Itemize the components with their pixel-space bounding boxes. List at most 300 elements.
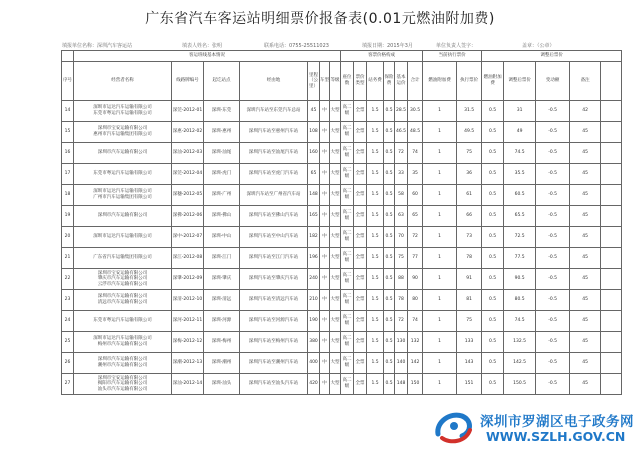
cell-insurance: 0.5	[384, 269, 395, 290]
cell-permit: 深梅-2012-12	[172, 332, 204, 353]
cell-total: 48.5	[408, 122, 423, 143]
cell-fare-type: 全票	[354, 290, 367, 311]
cell-no: 15	[62, 122, 74, 143]
cell-station-fee: 1.5	[367, 290, 384, 311]
cell-fuel: 1	[423, 227, 457, 248]
cell-blank	[601, 101, 622, 122]
cell-station-fee: 1.5	[367, 248, 384, 269]
cell-fuel: 1	[423, 122, 457, 143]
cell-bus-type: 中	[320, 143, 330, 164]
cell-cur-total: 81	[457, 290, 482, 311]
operator-line: 清远市汽车运输有限公司	[97, 300, 148, 305]
cell-blank	[601, 311, 622, 332]
operator-line: 深圳市汽车运输有限公司	[97, 213, 148, 219]
table-row	[62, 290, 622, 311]
header-row-groups	[62, 51, 622, 62]
cell-start: 深圳-佛山	[204, 206, 240, 227]
cell-remark: 45	[570, 311, 601, 332]
cell-grade: 大型	[330, 206, 341, 227]
cell-operator	[74, 311, 172, 332]
th-station-fee: 站务费	[367, 62, 384, 101]
cell-seats: 高二级	[341, 143, 354, 164]
cell-cur-total: 49.5	[457, 122, 482, 143]
cell-total: 65	[408, 206, 423, 227]
cell-blank	[601, 353, 622, 374]
cell-fare-type: 全票	[354, 248, 367, 269]
cell-operator	[74, 227, 172, 248]
cell-operator	[74, 101, 172, 122]
cell-fare-type: 全票	[354, 185, 367, 206]
cell-start: 深圳-汕尾	[204, 143, 240, 164]
cell-route: 深圳汽车站至河源汽车站	[240, 311, 308, 332]
cell-insurance: 0.5	[384, 290, 395, 311]
cell-fuel: 1	[423, 185, 457, 206]
operator-line: 潮州市汽车运输有限公司	[97, 363, 148, 368]
cell-permit: 深清-2012-10	[172, 290, 204, 311]
cell-grade: 大型	[330, 248, 341, 269]
cell-bus-type: 中	[320, 311, 330, 332]
cell-station-fee: 1.5	[367, 206, 384, 227]
cell-start: 深圳-惠州	[204, 122, 240, 143]
cell-fare-type: 全票	[354, 101, 367, 122]
cell-blank	[601, 185, 622, 206]
cell-new-total: 90.5	[504, 269, 536, 290]
cell-total: 77	[408, 248, 423, 269]
cell-cur-total: 75	[457, 311, 482, 332]
cell-route: 深圳汽车站至肇庆汽车站	[240, 269, 308, 290]
th-bus-type: 车型	[320, 62, 330, 101]
table-row	[62, 248, 622, 269]
cell-seats: 高二级	[341, 122, 354, 143]
table-row	[62, 227, 622, 248]
cell-bus-type: 中	[320, 332, 330, 353]
cell-new-fuel: 0.5	[482, 185, 504, 206]
cell-new-fuel: 0.5	[482, 227, 504, 248]
th-seats: 座位数	[341, 62, 354, 101]
operator-line: 深圳市宝安运输有限公司	[97, 270, 148, 276]
th-fare-type: 票价类型	[354, 62, 367, 101]
cell-operator	[74, 353, 172, 374]
cell-grade: 大型	[330, 311, 341, 332]
cell-station-fee: 1.5	[367, 332, 384, 353]
fare-table	[61, 50, 622, 395]
cell-cur-total: 143	[457, 353, 482, 374]
cell-no: 18	[62, 185, 74, 206]
cell-start: 深圳-汕头	[204, 374, 240, 395]
cell-bus-type: 中	[320, 269, 330, 290]
cell-base: 148	[395, 374, 408, 395]
cell-operator	[74, 143, 172, 164]
cell-remark: 45	[570, 332, 601, 353]
cell-cur-total: 36	[457, 164, 482, 185]
cell-route: 深圳汽车站至汕头汽车站	[240, 374, 308, 395]
cell-blank	[601, 227, 622, 248]
watermark-name: 深圳市罗湖区电子政务网	[480, 414, 634, 430]
cell-remark: 45	[570, 122, 601, 143]
page-title: 广东省汽车客运站明细票价报备表(0.01元燃油附加费)	[145, 11, 495, 27]
cell-km: 45	[308, 101, 320, 122]
cell-bus-type: 中	[320, 122, 330, 143]
cell-permit: 深佛-2012-06	[172, 206, 204, 227]
table-row	[62, 164, 622, 185]
cell-station-fee: 1.5	[367, 311, 384, 332]
cell-permit: 深莞-2012-01	[172, 101, 204, 122]
cell-insurance: 0.5	[384, 206, 395, 227]
cell-cur-total: 31.5	[457, 101, 482, 122]
cell-fuel: 1	[423, 311, 457, 332]
watermark-url: WWW.SZLH.GOV.CN	[486, 429, 626, 444]
cell-no: 19	[62, 206, 74, 227]
cell-base: 72	[395, 143, 408, 164]
th-blank	[62, 51, 74, 62]
cell-new-fuel: 0.5	[482, 269, 504, 290]
operator-line: 深圳市运达汽车运输有限公司	[93, 234, 152, 240]
cell-insurance: 0.5	[384, 227, 395, 248]
cell-remark: 45	[570, 206, 601, 227]
th-group-fare: 客票价格构成	[341, 51, 423, 62]
operator-line: 东莞市粤运汽车运输有限公司	[93, 171, 152, 177]
cell-blank	[601, 164, 622, 185]
cell-new-total: 35.5	[504, 164, 536, 185]
cell-total: 74	[408, 143, 423, 164]
cell-fare-type: 全票	[354, 143, 367, 164]
cell-new-fuel: 0.5	[482, 311, 504, 332]
th-new-fuel: 燃油附加费	[482, 62, 504, 101]
cell-operator	[74, 290, 172, 311]
cell-new-total: 132.5	[504, 332, 536, 353]
meta-stamp: 盖章：（公章）	[522, 43, 555, 49]
th-remark: 备注	[570, 62, 601, 101]
cell-km: 65	[308, 164, 320, 185]
cell-station-fee: 1.5	[367, 269, 384, 290]
cell-km: 148	[308, 185, 320, 206]
cell-permit: 深中-2012-07	[172, 227, 204, 248]
cell-grade: 大型	[330, 101, 341, 122]
cell-permit: 深河-2012-11	[172, 311, 204, 332]
cell-km: 160	[308, 143, 320, 164]
cell-no: 27	[62, 374, 74, 395]
operator-line: 深圳市宝安运输有限公司	[97, 126, 148, 132]
cell-start: 深圳-广州	[204, 185, 240, 206]
cell-bus-type: 中	[320, 227, 330, 248]
cell-new-total: 72.5	[504, 227, 536, 248]
cell-no: 25	[62, 332, 74, 353]
cell-start: 深圳-东莞	[204, 101, 240, 122]
cell-blank	[601, 122, 622, 143]
cell-grade: 大型	[330, 227, 341, 248]
cell-new-fuel: 0.5	[482, 248, 504, 269]
cell-fare-type: 全票	[354, 206, 367, 227]
cell-start: 深圳-梅州	[204, 332, 240, 353]
cell-no: 23	[62, 290, 74, 311]
cell-fuel: 1	[423, 374, 457, 395]
cell-permit: 深潮-2012-13	[172, 353, 204, 374]
cell-start: 深圳-河源	[204, 311, 240, 332]
cell-fare-type: 全票	[354, 311, 367, 332]
cell-new-total: 49	[504, 122, 536, 143]
cell-new-fuel: 0.5	[482, 164, 504, 185]
cell-blank	[601, 248, 622, 269]
cell-remark: 45	[570, 353, 601, 374]
cell-bus-type: 中	[320, 374, 330, 395]
cell-fare-type: 全票	[354, 164, 367, 185]
operator-line: 东莞市粤运汽车运输有限公司	[93, 318, 152, 324]
cell-operator	[74, 185, 172, 206]
cell-change: -0.5	[536, 143, 570, 164]
cell-grade: 大型	[330, 332, 341, 353]
cell-km: 196	[308, 248, 320, 269]
cell-base: 130	[395, 332, 408, 353]
cell-blank	[601, 290, 622, 311]
cell-station-fee: 1.5	[367, 374, 384, 395]
th-group-line: 客运班线基本情况	[74, 51, 341, 62]
cell-base: 28.5	[395, 101, 408, 122]
cell-station-fee: 1.5	[367, 164, 384, 185]
cell-fuel: 1	[423, 164, 457, 185]
cell-insurance: 0.5	[384, 311, 395, 332]
cell-base: 33	[395, 164, 408, 185]
cell-seats: 高二级	[341, 374, 354, 395]
cell-no: 20	[62, 227, 74, 248]
cell-km: 108	[308, 122, 320, 143]
cell-new-total: 77.5	[504, 248, 536, 269]
cell-operator	[74, 332, 172, 353]
th-operator: 经营者名称	[74, 62, 172, 101]
cell-change: -0.5	[536, 227, 570, 248]
cell-fare-type: 全票	[354, 122, 367, 143]
cell-total: 74	[408, 311, 423, 332]
cell-fuel: 1	[423, 206, 457, 227]
cell-km: 420	[308, 374, 320, 395]
cell-seats: 高二级	[341, 101, 354, 122]
cell-bus-type: 中	[320, 185, 330, 206]
cell-insurance: 0.5	[384, 374, 395, 395]
cell-new-total: 150.5	[504, 374, 536, 395]
cell-blank	[601, 374, 622, 395]
meta-filler: 填表人姓名：张明	[182, 43, 223, 49]
table-row	[62, 311, 622, 332]
cell-new-total: 74.5	[504, 311, 536, 332]
cell-grade: 大型	[330, 164, 341, 185]
cell-cur-total: 66	[457, 206, 482, 227]
cell-insurance: 0.5	[384, 122, 395, 143]
cell-cur-total: 91	[457, 269, 482, 290]
cell-operator	[74, 206, 172, 227]
th-cur-total: 执行票价	[457, 62, 482, 101]
cell-km: 210	[308, 290, 320, 311]
cell-station-fee: 1.5	[367, 353, 384, 374]
cell-operator	[74, 269, 172, 290]
cell-no: 21	[62, 248, 74, 269]
cell-route: 深圳汽车站至江门汽车站	[240, 248, 308, 269]
cell-blank	[601, 332, 622, 353]
cell-cur-total: 73	[457, 227, 482, 248]
cell-cur-total: 61	[457, 185, 482, 206]
table-row	[62, 206, 622, 227]
th-fuel: 燃油附加费	[423, 62, 457, 101]
operator-line: 揭阳市汽车运输有限公司	[97, 381, 148, 387]
cell-operator	[74, 122, 172, 143]
cell-no: 26	[62, 353, 74, 374]
cell-total: 142	[408, 353, 423, 374]
cell-change: -0.5	[536, 269, 570, 290]
th-grade: 等级	[330, 62, 341, 101]
cell-new-fuel: 0.5	[482, 353, 504, 374]
operator-line: 深圳市汽车运输有限公司	[97, 294, 148, 300]
table-row	[62, 374, 622, 395]
cell-route: 深圳汽车站至佛山汽车站	[240, 206, 308, 227]
cell-seats: 高二级	[341, 248, 354, 269]
cell-route: 深圳汽车站至潮州汽车站	[240, 353, 308, 374]
cell-total: 80	[408, 290, 423, 311]
meta-station: 填报单位名称：深圳汽车客运站	[62, 43, 133, 49]
meta-sign: 单位负责人签字：	[436, 43, 477, 49]
cell-start: 深圳-清远	[204, 290, 240, 311]
cell-remark: 45	[570, 185, 601, 206]
table-row	[62, 122, 622, 143]
cell-new-total: 80.5	[504, 290, 536, 311]
cell-new-fuel: 0.5	[482, 332, 504, 353]
cell-blank	[601, 143, 622, 164]
cell-fuel: 1	[423, 101, 457, 122]
cell-remark: 45	[570, 227, 601, 248]
cell-route: 深圳汽车站至东莞汽车总站	[240, 101, 308, 122]
cell-cur-total: 75	[457, 143, 482, 164]
cell-km: 182	[308, 227, 320, 248]
cell-grade: 大型	[330, 122, 341, 143]
cell-new-total: 74.5	[504, 143, 536, 164]
cell-seats: 高二级	[341, 164, 354, 185]
cell-total: 90	[408, 269, 423, 290]
cell-permit: 深汕-2012-03	[172, 143, 204, 164]
cell-fuel: 1	[423, 290, 457, 311]
th-no: 序号	[62, 62, 74, 101]
operator-line: 广州市汽车运输集团有限公司	[93, 195, 152, 200]
cell-permit: 深莞-2012-04	[172, 164, 204, 185]
cell-change: -0.5	[536, 311, 570, 332]
cell-new-total: 60.5	[504, 185, 536, 206]
cell-fare-type: 全票	[354, 227, 367, 248]
cell-start: 深圳-江门	[204, 248, 240, 269]
cell-seats: 高二级	[341, 353, 354, 374]
cell-base: 58	[395, 185, 408, 206]
cell-start: 深圳-潮州	[204, 353, 240, 374]
cell-station-fee: 1.5	[367, 227, 384, 248]
cell-total: 35	[408, 164, 423, 185]
cell-fuel: 1	[423, 269, 457, 290]
cell-change: -0.5	[536, 248, 570, 269]
cell-total: 30.5	[408, 101, 423, 122]
cell-remark: 45	[570, 269, 601, 290]
cell-permit: 深汕-2012-14	[172, 374, 204, 395]
meta-date: 填报日期：2015年3月	[362, 43, 413, 49]
cell-new-fuel: 0.5	[482, 101, 504, 122]
meta-phone: 联系电话：0755-25511023	[264, 43, 329, 49]
cell-operator	[74, 374, 172, 395]
cell-fuel: 1	[423, 332, 457, 353]
header-row-columns	[62, 62, 622, 101]
cell-cur-total: 133	[457, 332, 482, 353]
cell-permit: 深江-2012-08	[172, 248, 204, 269]
cell-grade: 大型	[330, 374, 341, 395]
cell-seats: 高二级	[341, 185, 354, 206]
cell-base: 46.5	[395, 122, 408, 143]
th-permit: 线路牌编号	[172, 62, 204, 101]
cell-station-fee: 1.5	[367, 122, 384, 143]
cell-permit: 深惠-2012-02	[172, 122, 204, 143]
cell-seats: 高二级	[341, 290, 354, 311]
cell-change: -0.5	[536, 122, 570, 143]
cell-new-total: 65.5	[504, 206, 536, 227]
cell-route: 深圳汽车站至广州省汽车站	[240, 185, 308, 206]
cell-total: 60	[408, 185, 423, 206]
cell-blank	[601, 269, 622, 290]
table-row	[62, 353, 622, 374]
cell-change: -0.5	[536, 374, 570, 395]
cell-grade: 大型	[330, 290, 341, 311]
cell-grade: 大型	[330, 269, 341, 290]
cell-start: 深圳-中山	[204, 227, 240, 248]
cell-start: 深圳-虎门	[204, 164, 240, 185]
cell-fare-type: 全票	[354, 374, 367, 395]
cell-remark: 45	[570, 374, 601, 395]
th-group-new: 调整后票价	[482, 51, 622, 62]
cell-route: 深圳汽车站至梅州汽车站	[240, 332, 308, 353]
th-route: 经由地	[240, 62, 308, 101]
cell-base: 63	[395, 206, 408, 227]
cell-bus-type: 中	[320, 290, 330, 311]
cell-route: 深圳汽车站至汕尾汽车站	[240, 143, 308, 164]
cell-change: -0.5	[536, 353, 570, 374]
cell-route: 深圳汽车站至虎门汽车站	[240, 164, 308, 185]
cell-station-fee: 1.5	[367, 185, 384, 206]
th-change: 变动额	[536, 62, 570, 101]
th-blank-end	[601, 62, 622, 101]
cell-bus-type: 中	[320, 206, 330, 227]
cell-insurance: 0.5	[384, 143, 395, 164]
cell-seats: 高二级	[341, 332, 354, 353]
th-km: 里程（公里）	[308, 62, 320, 101]
cell-grade: 大型	[330, 353, 341, 374]
cell-insurance: 0.5	[384, 164, 395, 185]
cell-remark: 45	[570, 248, 601, 269]
operator-line: 深圳市汽车运输有限公司	[97, 357, 148, 363]
cell-bus-type: 中	[320, 101, 330, 122]
cell-station-fee: 1.5	[367, 101, 384, 122]
cell-insurance: 0.5	[384, 248, 395, 269]
cell-change: -0.5	[536, 101, 570, 122]
cell-no: 14	[62, 101, 74, 122]
table-row	[62, 185, 622, 206]
operator-line: 深圳市汽车运输有限公司	[97, 150, 148, 156]
cell-insurance: 0.5	[384, 332, 395, 353]
cell-operator	[74, 164, 172, 185]
cell-base: 78	[395, 290, 408, 311]
cell-remark: 45	[570, 143, 601, 164]
cell-fare-type: 全票	[354, 269, 367, 290]
cell-permit: 深穗-2012-05	[172, 185, 204, 206]
watermark	[430, 402, 640, 452]
cell-change: -0.5	[536, 290, 570, 311]
operator-line: 广东省汽车运输集团有限公司	[93, 255, 152, 261]
cell-km: 400	[308, 353, 320, 374]
cell-seats: 高二级	[341, 206, 354, 227]
cell-fare-type: 全票	[354, 353, 367, 374]
cell-route: 深圳汽车站至中山汽车站	[240, 227, 308, 248]
cell-bus-type: 中	[320, 353, 330, 374]
cell-no: 16	[62, 143, 74, 164]
cell-fuel: 1	[423, 248, 457, 269]
